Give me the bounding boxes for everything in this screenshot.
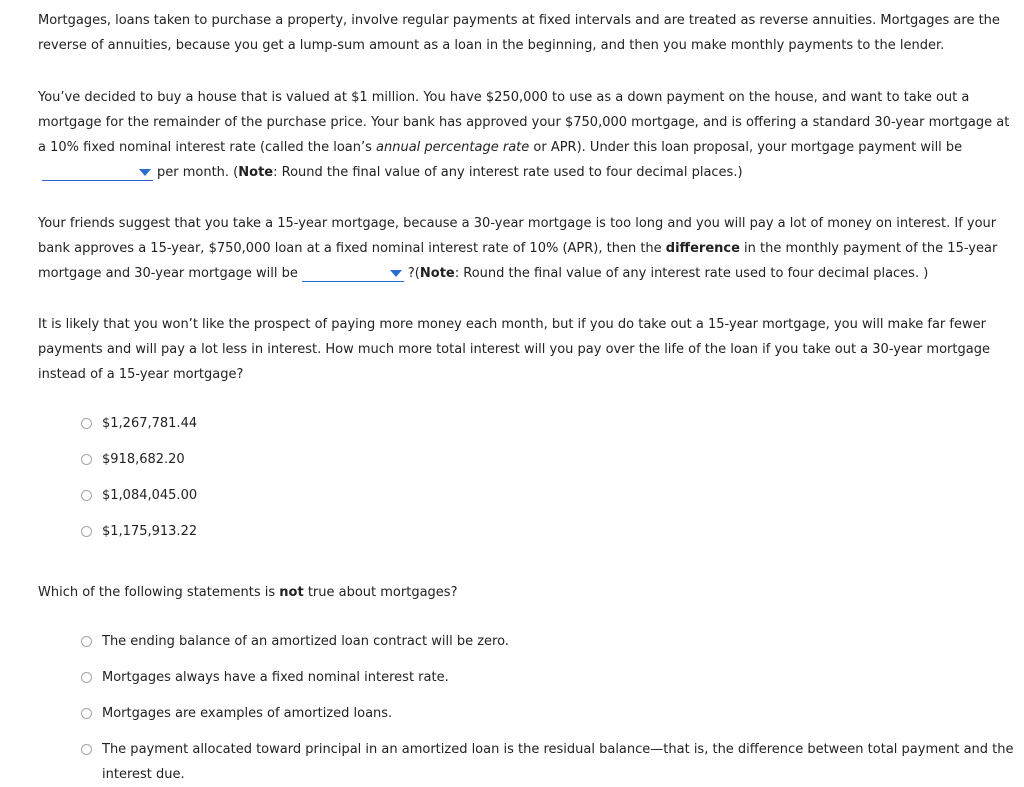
option-label: $1,267,781.44 <box>102 415 198 431</box>
q1-note-label: Note <box>238 165 274 181</box>
q4-option-3[interactable] <box>81 702 1014 738</box>
q2-bold: difference <box>665 241 740 257</box>
radio-button[interactable] <box>81 744 92 755</box>
q1-text-b: or APR). Under this loan proposal, your mortgage payment will be <box>529 140 963 156</box>
q1-paragraph <box>38 85 1014 186</box>
q4-option-1[interactable] <box>81 630 1014 666</box>
option-label: Mortgages are examples of amortized loans. <box>102 705 393 721</box>
option-label: $918,682.20 <box>102 451 185 467</box>
q4-text-a: Which of the following statements is <box>38 584 280 600</box>
radio-button[interactable] <box>81 672 92 683</box>
monthly-payment-dropdown[interactable] <box>42 166 153 181</box>
radio-button[interactable] <box>81 490 92 501</box>
q3-option-1[interactable] <box>81 412 1014 448</box>
q3-option-2[interactable] <box>81 448 1014 484</box>
q4-options <box>81 630 1014 787</box>
q2-paragraph <box>38 211 1014 287</box>
q2-note-text: : Round the final value of any interest rate used to four decimal places. ) <box>454 266 929 282</box>
radio-button[interactable] <box>81 526 92 537</box>
q3-option-3[interactable] <box>81 484 1014 520</box>
option-label: $1,084,045.00 <box>102 487 198 503</box>
radio-button[interactable] <box>81 708 92 719</box>
question-content <box>38 8 1014 787</box>
q1-note-text: : Round the final value of any interest rate used to four decimal places.) <box>273 165 743 181</box>
q3-option-4[interactable] <box>81 520 1014 556</box>
q1-text-a: You’ve decided to buy a house that is valued at $1 million. You have $250,000 to use as a down payment on the house, and want to take out a mortgage for the remainder of the purchase price. Your bank has approved your $750,000 mortgage, and is offering a standard 30-year mortgage at a 10% fixed nominal interest rate (called the loan’s <box>38 89 1010 156</box>
radio-button[interactable] <box>81 418 92 429</box>
option-label: The ending balance of an amortized loan contract will be zero. <box>102 633 509 649</box>
q1-apr-italic: annual percentage rate <box>376 140 530 156</box>
q1-after-dropdown: per month. ( <box>157 165 239 181</box>
dropdown-arrow-icon[interactable] <box>139 169 151 176</box>
q3-options <box>81 412 1014 556</box>
option-label: Mortgages always have a fixed nominal interest rate. <box>102 669 449 685</box>
q4-bold: not <box>279 584 304 600</box>
q4-option-2[interactable] <box>81 666 1014 702</box>
intro-paragraph: Mortgages, loans taken to purchase a property, involve regular payments at fixed intervals and are treated as reverse annuities. Mortgages are the reverse of annuities, because you get a lump-sum amount as a loan in the beginning, and then you make monthly payments to the lender. <box>38 13 1000 54</box>
radio-button[interactable] <box>81 636 92 647</box>
radio-button[interactable] <box>81 454 92 465</box>
q2-text-b: in the monthly payment of the 15-year mortgage and 30-year mortgage will be <box>38 241 998 282</box>
q2-note-label: Note <box>419 266 455 282</box>
q2-text-a: Your friends suggest that you take a 15-year mortgage, because a 30-year mortgage is too long and you will pay a lot of money on interest. If your bank approves a 15-year, $750,000 loan at a fixed nominal interest rate of 10% (APR), then the <box>38 215 997 257</box>
option-label: The payment allocated toward principal in an amortized loan is the residual balance—that is, the difference between total payment and the interest due. <box>102 741 1014 783</box>
payment-difference-dropdown[interactable] <box>302 267 404 282</box>
q2-after-dropdown: ?( <box>407 266 420 282</box>
dropdown-arrow-icon[interactable] <box>390 270 402 277</box>
q4-paragraph <box>38 580 1014 605</box>
q3-paragraph: It is likely that you won’t like the prospect of paying more money each month, but if you do take out a 15-year mortgage, you will make far fewer payments and will pay a lot less in interest. How much more total interest will you pay over the life of the loan if you take out a 30-year mortgage instead of a 15-year mortgage? <box>38 316 990 383</box>
q4-text-b: true about mortgages? <box>303 584 458 600</box>
option-label: $1,175,913.22 <box>102 523 198 539</box>
